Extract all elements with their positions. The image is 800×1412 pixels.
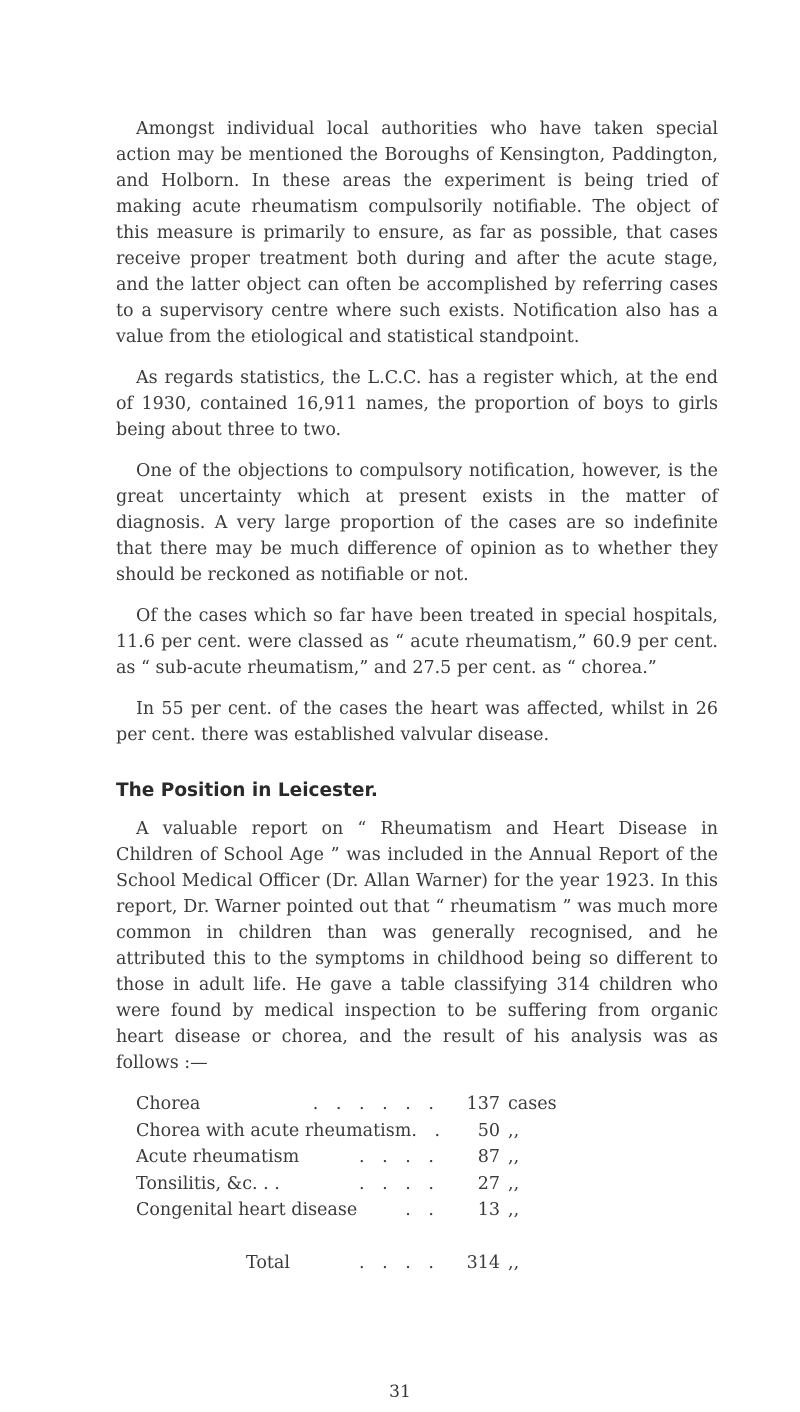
- table-row: [136, 1091, 636, 1118]
- table-row: [136, 1171, 636, 1198]
- total-unit: ,,: [508, 1252, 520, 1273]
- row-unit: ,,: [508, 1173, 520, 1194]
- row-label: Acute rheumatism: [136, 1147, 300, 1167]
- leader-dots: . .: [405, 1200, 440, 1220]
- section-heading: The Position in Leicester.: [116, 780, 378, 801]
- table-row: [136, 1118, 636, 1145]
- table-total-row: [136, 1250, 636, 1277]
- row-value: 87: [477, 1147, 500, 1167]
- total-label: Total: [246, 1252, 290, 1273]
- row-unit: ,,: [508, 1120, 520, 1141]
- row-value: 13: [477, 1200, 500, 1220]
- leader-dots: . . . .: [359, 1147, 440, 1167]
- paragraph-hospital-cases: Of the cases which so far have been treated in special hospitals, 11.6 per cent. were classed as “ acute rheumatism,” 60.9 per cent. as “ sub-acute rheumatism,” and 27.5 per cent. as “ chorea.”: [116, 606, 718, 678]
- paragraph-lcc-register: As regards statistics, the L.C.C. has a register which, at the end of 1930, contained 16,911 names, the proportion of boys to girls being about three to two.: [116, 368, 718, 440]
- leader-dots: . . . . . .: [312, 1094, 440, 1114]
- classification-table: [136, 1091, 636, 1276]
- table-row: [136, 1197, 636, 1224]
- page-number: 31: [389, 1382, 411, 1402]
- paragraph-heart-affected: In 55 per cent. of the cases the heart was affected, whilst in 26 per cent. there was established valvular disease.: [116, 699, 718, 745]
- leader-dots: . .: [411, 1120, 447, 1141]
- total-value: 314: [466, 1252, 500, 1273]
- row-unit: ,,: [508, 1200, 520, 1220]
- row-label: Chorea: [136, 1094, 201, 1114]
- leader-dots: . . . .: [359, 1252, 440, 1273]
- paragraph-notification-objections: One of the objections to compulsory notification, however, is the great uncertainty which at present exists in the matter of diagnosis. A very large proportion of the cases are so indefinite that there may be much difference of opinion as to whether they should be reckoned as notifiable or not.: [116, 461, 718, 585]
- row-value: 137: [466, 1094, 500, 1114]
- row-unit: ,,: [508, 1147, 520, 1167]
- row-label: Tonsilitis, &c. . .: [136, 1173, 280, 1194]
- paragraph-leicester-report: A valuable report on “ Rheumatism and Heart Disease in Children of School Age ” was included in the Annual Report of the School Medical Officer (Dr. Allan Warner) for the year 1923. In this report, Dr. Warner pointed out that “ rheumatism ” was much more common in children than was generally recognised, and he attributed this to the symptoms in childhood being so different to those in adult life. He gave a table classifying 314 children who were found by medical inspection to be suffering from organic heart disease or chorea, and the result of his analysis was as follows :—: [116, 819, 718, 1073]
- row-value: 27: [477, 1173, 500, 1194]
- row-unit: cases: [508, 1094, 557, 1114]
- leader-dots: . . . .: [359, 1173, 440, 1194]
- row-label: Congenital heart disease: [136, 1200, 358, 1220]
- table-row: [136, 1144, 636, 1171]
- paragraph-local-authorities: Amongst individual local authorities who have taken special action may be mentioned the Boroughs of Kensington, Paddington, and Holborn. In these areas the experiment is being tried of making acute rheumatism compulsorily notifiable. The object of this measure is primarily to ensure, as far as possible, that cases receive proper treatment both during and after the acute stage, and the latter object can often be accomplished by referring cases to a supervisory centre where such exists. Notification also has a value from the etiological and statistical standpoint.: [116, 119, 718, 347]
- row-label: Chorea with acute rheumatism: [136, 1120, 412, 1141]
- document-page: [116, 116, 718, 1276]
- row-value: 50: [477, 1120, 500, 1141]
